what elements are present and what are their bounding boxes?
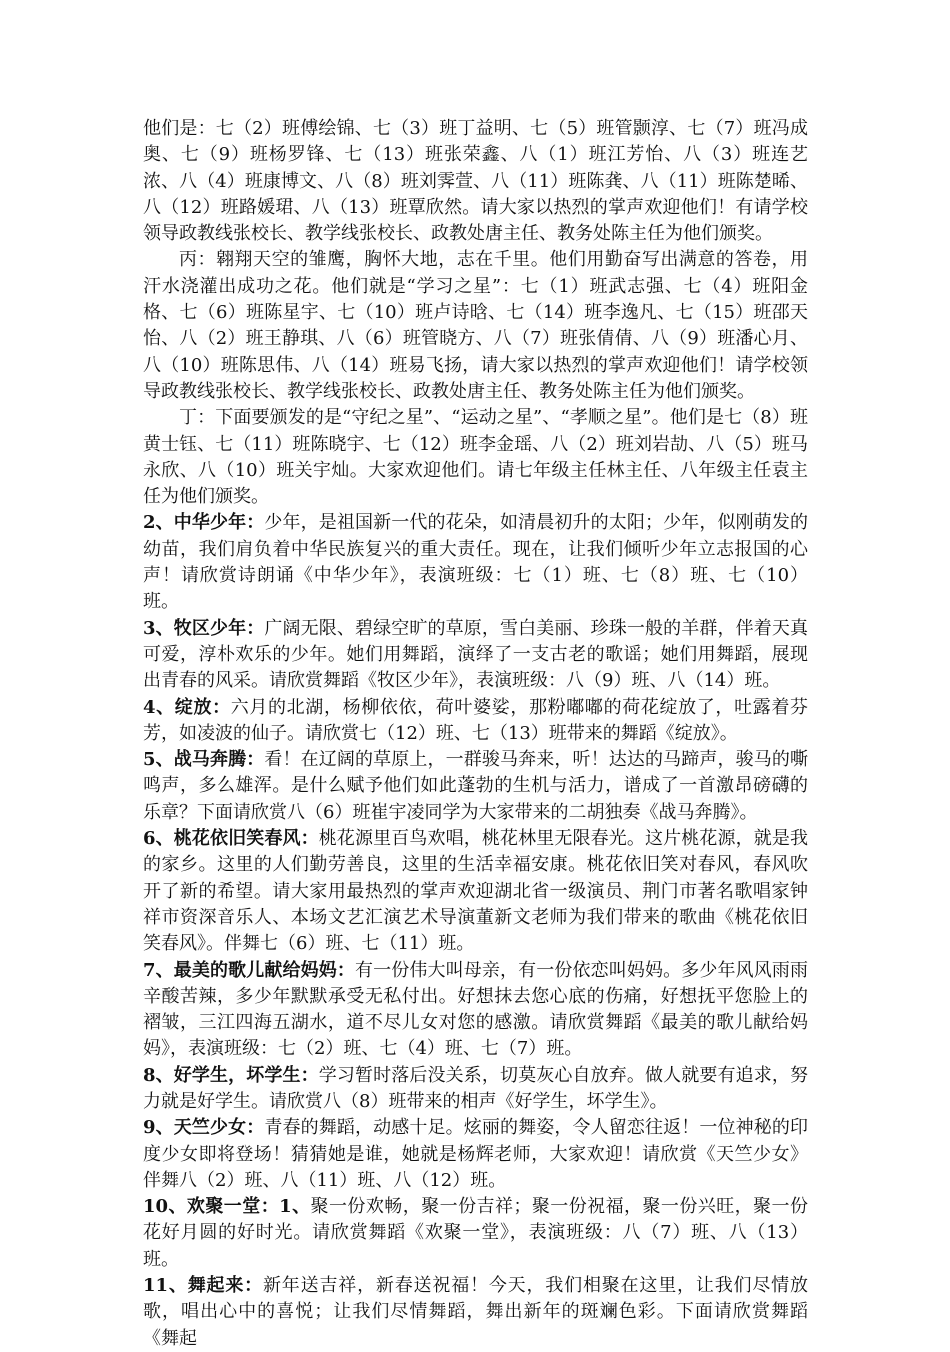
paragraph-study-stars bbox=[143, 247, 808, 405]
program-heading: 2、中华少年： bbox=[143, 512, 265, 534]
program-heading: 10、欢聚一堂：1、 bbox=[143, 1196, 311, 1218]
program-text: 桃花源里百鸟欢唱，桃花林里无限春光。这片桃花源，就是我的家乡。这里的人们勤劳善良，这里的生活幸福安康。桃花依旧笑对春风，春风吹开了新的希望。请大家用最热烈的掌声欢迎湖北省一级演员、荆门市著名歌唱家钟祥市资深音乐人、本场文艺汇演艺术导演董新文老师为我们带来的歌曲《桃花依旧笑春风》。伴舞七（6）班、七（11）班。 bbox=[143, 828, 808, 955]
program-item-5 bbox=[143, 747, 808, 826]
program-text: 青春的舞蹈，动感十足。炫丽的舞姿，令人留恋往返！一位神秘的印度少女即将登场！猜猜她是谁，她就是杨辉老师，大家欢迎！请欣赏《天竺少女》伴舞八（2）班、八（11）班、八（12）班。 bbox=[143, 1117, 809, 1191]
program-heading: 9、天竺少女： bbox=[143, 1117, 265, 1139]
program-item-6 bbox=[143, 826, 808, 957]
program-text: 少年，是祖国新一代的花朵，如清晨初升的太阳；少年，似刚萌发的幼苗，我们肩负着中华民族复兴的重大责任。现在，让我们倾听少年立志报国的心声！请欣赏诗朗诵《中华少年》，表演班级：七（1）班、七（8）班、七（10）班。 bbox=[143, 512, 809, 613]
program-heading: 3、牧区少年： bbox=[143, 617, 265, 639]
paragraph-text: 丁：下面要颁发的是“守纪之星”、“运动之星”、“孝顺之星”。他们是七（8）班黄士钰、七（11）班陈晓宇、七（12）班李金瑶、八（2）班刘岩劼、八（5）班马永欣、八（10）班关宇灿。大家欢迎他们。请七年级主任林主任、八年级主任袁主任为他们颁奖。 bbox=[143, 407, 808, 508]
program-heading: 8、好学生，坏学生： bbox=[143, 1064, 319, 1086]
paragraph-discipline-stars bbox=[143, 405, 808, 510]
program-item-7 bbox=[143, 958, 808, 1063]
program-item-8 bbox=[143, 1063, 808, 1116]
program-heading: 4、绽放： bbox=[143, 696, 231, 718]
program-text: 新年送吉祥，新春送祝福！今天，我们相聚在这里，让我们尽情放歌，唱出心中的喜悦；让我们尽情舞蹈，舞出新年的斑斓色彩。下面请欣赏舞蹈《舞起 bbox=[143, 1275, 808, 1349]
program-item-10 bbox=[143, 1194, 808, 1273]
document-page bbox=[143, 116, 808, 1352]
program-heading: 5、战马奔腾： bbox=[143, 749, 265, 771]
program-item-9 bbox=[143, 1115, 808, 1194]
program-item-3 bbox=[143, 616, 808, 695]
program-text: 六月的北湖，杨柳依依，荷叶婆娑，那粉嘟嘟的荷花绽放了，吐露着芬芳，如凌波的仙子。请欣赏七（12）班、七（13）班带来的舞蹈《绽放》。 bbox=[143, 696, 808, 744]
program-text: 学习暂时落后没关系，切莫灰心自放弃。做人就要有追求，努力就是好学生。请欣赏八（8）班带来的相声《好学生，坏学生》。 bbox=[143, 1064, 808, 1112]
program-text: 聚一份欢畅，聚一份吉祥；聚一份祝福，聚一份兴旺，聚一份花好月圆的好时光。请欣赏舞蹈《欢聚一堂》，表演班级：八（7）班、八（13）班。 bbox=[143, 1196, 809, 1270]
program-text: 广阔无限、碧绿空旷的草原，雪白美丽、珍珠一般的羊群，伴着天真可爱，淳朴欢乐的少年。她们用舞蹈，演绎了一支古老的歌谣；她们用舞蹈，展现出青春的风采。请欣赏舞蹈《牧区少年》，表演班级：八（9）班、八（14）班。 bbox=[143, 617, 809, 692]
program-heading: 7、最美的歌儿献给妈妈： bbox=[143, 959, 356, 981]
program-text: 看！在辽阔的草原上，一群骏马奔来，听！达达的马蹄声，骏马的嘶鸣声，多么雄浑。是什么赋予他们如此蓬勃的生机与活力，谱成了一首激昂磅礴的乐章？下面请欣赏八（6）班崔宇凌同学为大家带来的二胡独奏《战马奔腾》。 bbox=[143, 749, 809, 823]
program-heading: 6、桃花依旧笑春风： bbox=[143, 828, 319, 850]
program-heading: 11、舞起来： bbox=[143, 1275, 263, 1297]
paragraph-text: 丙：翱翔天空的雏鹰，胸怀大地，志在千里。他们用勤奋写出满意的答卷，用汗水浇灌出成功之花。他们就是“学习之星”：七（1）班武志强、七（4）班阳金格、七（6）班陈星宇、七（10）班卢诗晗、七（14）班李逸凡、七（15）班邵天怡、八（2）班王静琪、八（6）班管晓方、八（7）班张倩倩、八（9）班潘心月、八（10）班陈思伟、八（14）班易飞扬，请大家以热烈的掌声欢迎他们！请学校领导政教线张校长、教学线张校长、政教处唐主任、教务处陈主任为他们颁奖。 bbox=[143, 249, 808, 402]
paragraph-text: 他们是：七（2）班傅绘锦、七（3）班丁益明、七（5）班管颢淳、七（7）班冯成奥、七（9）班杨罗锋、七（13）班张荣鑫、八（1）班江芳怡、八（3）班连艺浓、八（4）班康博文、八（8）班刘霁萱、八（11）班陈龚、八（11）班陈楚晞、八（12）班路媛珺、八（13）班覃欣然。请大家以热烈的掌声欢迎他们！有请学校领导政教线张校长、教学线张校长、政教处唐主任、教务处陈主任为他们颁奖。 bbox=[143, 118, 808, 245]
program-item-2 bbox=[143, 510, 808, 615]
program-text: 有一份伟大叫母亲，有一份依恋叫妈妈。多少年风风雨雨辛酸苦辣，多少年默默承受无私付出。好想抹去您心底的伤痛，好想抚平您脸上的褶皱，三江四海五湖水，道不尽儿女对您的感激。请欣赏舞蹈《最美的歌儿献给妈妈》，表演班级：七（2）班、七（4）班、七（7）班。 bbox=[143, 959, 808, 1060]
paragraph-award-list bbox=[143, 116, 808, 247]
program-item-11 bbox=[143, 1273, 808, 1352]
program-item-4 bbox=[143, 695, 808, 748]
